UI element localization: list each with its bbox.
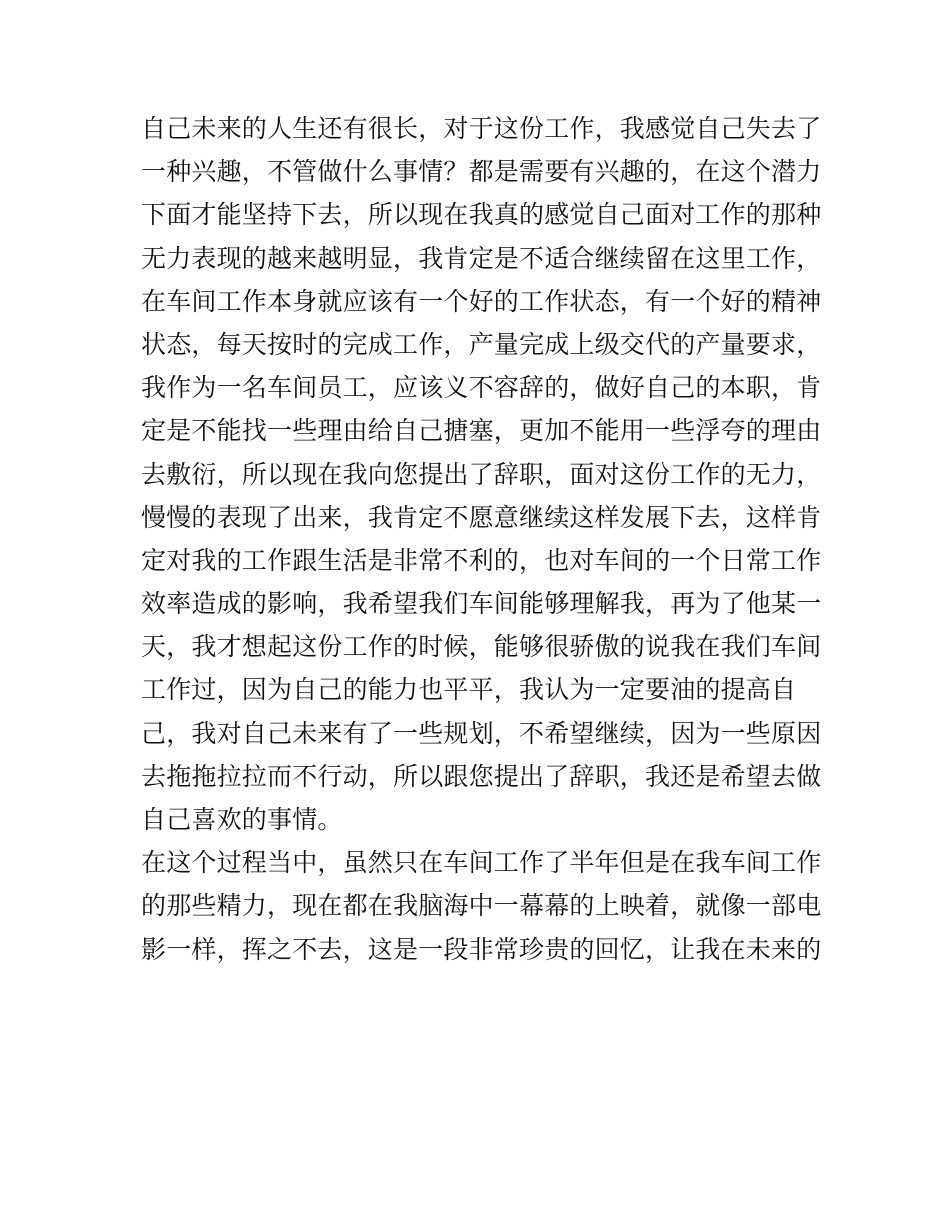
text-line-6: 状态，每天按时的完成工作，产量完成上级交代的产量要求， <box>141 329 822 359</box>
text-line-4: 无力表现的越来越明显，我肯定是不适合继续留在这里工作， <box>141 243 822 273</box>
text-line-14: 工作过，因为自己的能力也平平，我认为一定要油的提高自 <box>141 675 797 705</box>
text-line-20: 影一样，挥之不去，这是一段非常珍贵的回忆，让我在未来的 <box>141 934 822 964</box>
text-line-15: 己，我对自己未来有了一些规划，不希望继续，因为一些原因 <box>141 718 822 748</box>
text-line-12: 效率造成的影响，我希望我们车间能够理解我，再为了他某一 <box>141 589 822 619</box>
text-line-7: 我作为一名车间员工，应该义不容辞的，做好自己的本职，肯 <box>141 373 822 403</box>
text-line-3: 下面才能坚持下去，所以现在我真的感觉自己面对工作的那种 <box>141 200 822 230</box>
body-text <box>141 107 821 971</box>
text-line-5: 在车间工作本身就应该有一个好的工作状态，有一个好的精神 <box>141 286 822 316</box>
text-line-2: 一种兴趣，不管做什么事情？都是需要有兴趣的，在这个潜力 <box>141 157 822 187</box>
text-line-8: 定是不能找一些理由给自己搪塞，更加不能用一些浮夸的理由 <box>141 416 822 446</box>
text-line-17: 自己喜欢的事情。 <box>141 805 343 834</box>
text-line-9: 去敷衍，所以现在我向您提出了辞职，面对这份工作的无力， <box>141 459 822 489</box>
text-line-10: 慢慢的表现了出来，我肯定不愿意继续这样发展下去，这样肯 <box>141 502 822 532</box>
text-line-11: 定对我的工作跟生活是非常不利的，也对车间的一个日常工作 <box>141 545 822 575</box>
text-line-19: 的那些精力，现在都在我脑海中一幕幕的上映着，就像一部电 <box>141 891 822 921</box>
text-line-1: 自己未来的人生还有很长，对于这份工作，我感觉自己失去了 <box>141 114 822 143</box>
text-line-16: 去拖拖拉拉而不行动，所以跟您提出了辞职，我还是希望去做 <box>141 761 822 791</box>
text-line-13: 天，我才想起这份工作的时候，能够很骄傲的说我在我们车间 <box>141 632 822 662</box>
text-line-18: 在这个过程当中，虽然只在车间工作了半年但是在我车间工作 <box>141 848 822 878</box>
